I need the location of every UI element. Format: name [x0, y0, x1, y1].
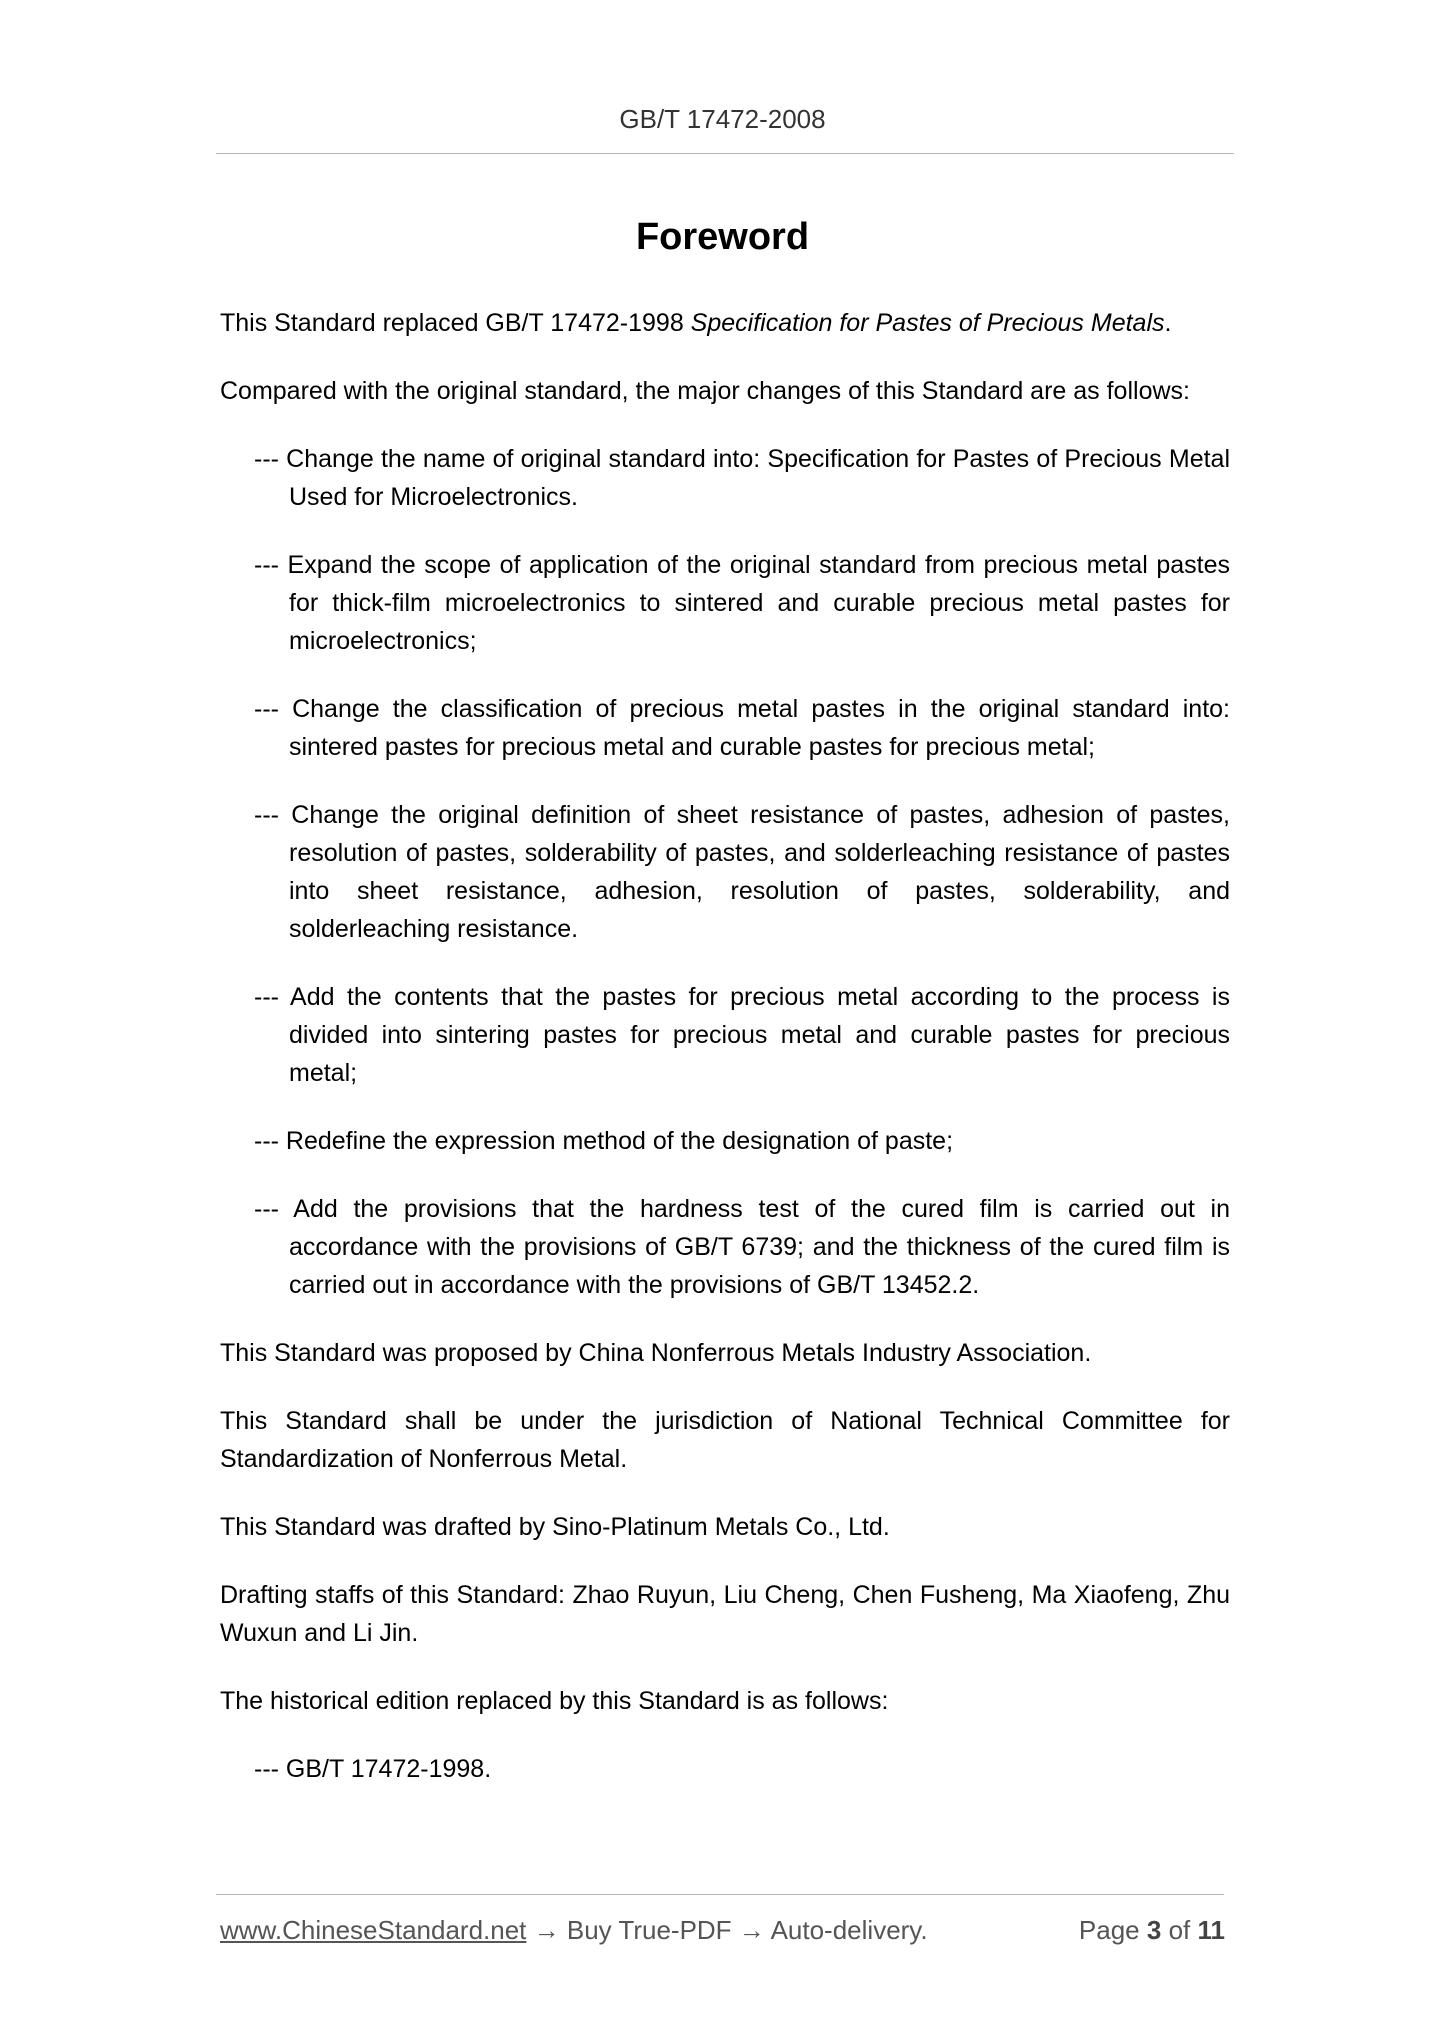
change-item: --- Change the classification of precious metal pastes in the original standard into: sintered pastes for precious metal and curable pastes for precious metal;	[254, 695, 1230, 761]
paragraph-replaced	[220, 304, 1230, 342]
page-of: of	[1168, 1915, 1191, 1945]
website-link[interactable]: www.ChineseStandard.net	[220, 1915, 527, 1945]
change-item: --- Change the original definition of sheet resistance of pastes, adhesion of pastes, resolution of pastes, solderability of pastes, and solderleaching resistance of pastes into sheet resistance, adhesion, resolution of pastes, solderability, and solderleaching resistance.	[254, 801, 1230, 943]
footer-divider	[216, 1894, 1224, 1895]
change-item: --- Change the name of original standard into: Specification for Pastes of Precious Metal Used for Microelectronics.	[254, 445, 1230, 511]
page-indicator	[1079, 1915, 1225, 1946]
paragraph-replaced-prefix: This Standard replaced GB/T 17472-1998	[220, 309, 691, 337]
change-item: --- Add the provisions that the hardness test of the cured film is carried out in accordance with the provisions of GB/T 6739; and the thickness of the cured film is carried out in accordance with the provisions of GB/T 13452.2.	[254, 1195, 1230, 1299]
paragraph-changes-intro: Compared with the original standard, the major changes of this Standard are as follows:	[220, 377, 1190, 405]
footer-promo: → Buy True-PDF → Auto-delivery.	[526, 1915, 928, 1945]
paragraph-history-intro: The historical edition replaced by this Standard is as follows:	[220, 1687, 889, 1715]
header-divider	[216, 153, 1234, 154]
change-item: --- Redefine the expression method of the designation of paste;	[254, 1127, 954, 1155]
page-total: 11	[1197, 1915, 1225, 1945]
page-current: 3	[1146, 1915, 1162, 1945]
footer	[220, 1915, 1225, 1946]
referenced-title: Specification for Pastes of Precious Metals	[690, 309, 1165, 337]
paragraph-drafted: This Standard was drafted by Sino-Platinum Metals Co., Ltd.	[220, 1513, 890, 1541]
change-item: --- Add the contents that the pastes for precious metal according to the process is divided into sintering pastes for precious metal and curable pastes for precious metal;	[254, 983, 1230, 1087]
change-item: --- Expand the scope of application of the original standard from precious metal pastes for thick-film microelectronics to sintered and curable precious metal pastes for microelectronics;	[254, 551, 1230, 655]
page-title: Foreword	[635, 216, 810, 258]
page-label: Page	[1078, 1915, 1140, 1945]
header-doc-id: GB/T 17472-2008	[619, 104, 826, 134]
paragraph-replaced-suffix: .	[1164, 309, 1172, 337]
history-item: --- GB/T 17472-1998.	[254, 1755, 492, 1783]
paragraph-proposed: This Standard was proposed by China Nonferrous Metals Industry Association.	[220, 1339, 1092, 1367]
paragraph-drafting-staffs: Drafting staffs of this Standard: Zhao Ruyun, Liu Cheng, Chen Fusheng, Ma Xiaofeng, Zhu Wuxun and Li Jin.	[220, 1581, 1230, 1647]
paragraph-jurisdiction: This Standard shall be under the jurisdiction of National Technical Committee for Standardization of Nonferrous Metal.	[220, 1407, 1230, 1473]
